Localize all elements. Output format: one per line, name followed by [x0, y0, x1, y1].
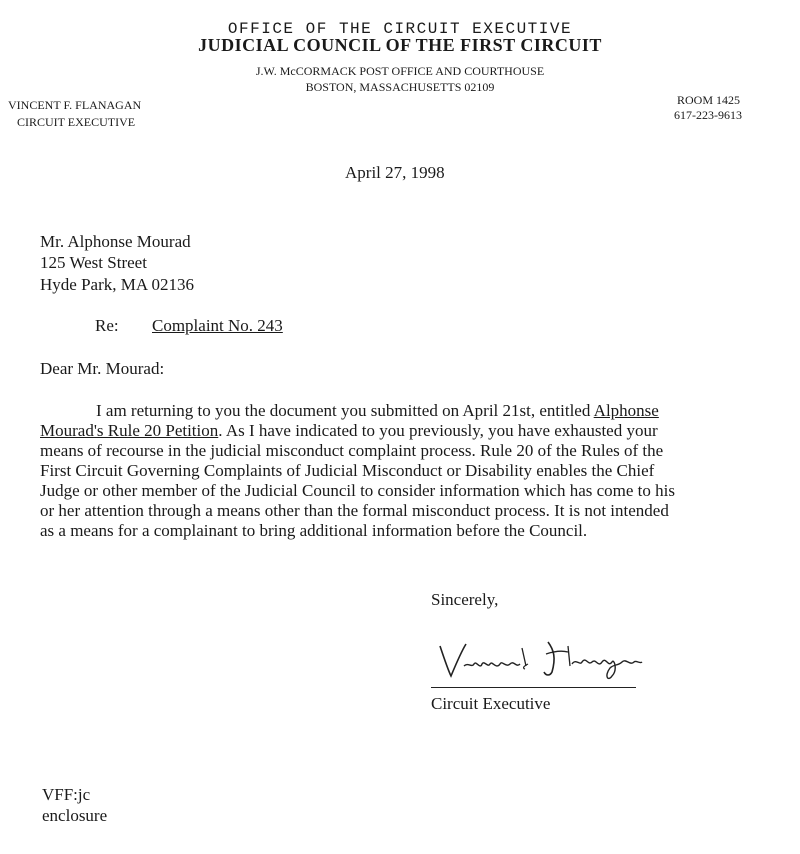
body-line-4: First Circuit Governing Complaints of Judicial Misconduct or Disability enables the Chief [40, 461, 655, 480]
salutation: Dear Mr. Mourad: [40, 359, 165, 378]
body-line-1: I am returning to you the document you submitted on April 21st, entitled Alphonse [96, 401, 659, 420]
letterhead-address-line1: J.W. McCORMACK POST OFFICE AND COURTHOUSE [255, 64, 545, 78]
executive-title: CIRCUIT EXECUTIVE [17, 115, 136, 129]
room-number: ROOM 1425 [677, 93, 741, 107]
body-line-3: means of recourse in the judicial misconduct complaint process. Rule 20 of the Rules of the [40, 441, 664, 460]
recipient-name: Mr. Alphonse Mourad [40, 232, 191, 251]
phone-number: 617-223-9613 [674, 108, 742, 122]
enclosure-note: enclosure [42, 806, 108, 825]
complaint-reference: Complaint No. 243 [152, 316, 283, 335]
recipient-street: 125 West Street [40, 253, 147, 272]
reference-initials: VFF:jc [42, 785, 91, 804]
body-line-2: Mourad's Rule 20 Petition. As I have indicated to you previously, you have exhausted your [40, 421, 658, 440]
executive-name: VINCENT F. FLANAGAN [8, 98, 142, 112]
letterhead-address-line2: BOSTON, MASSACHUSETTS 02109 [305, 80, 495, 94]
petition-title-part1: Alphonse [593, 401, 659, 420]
handwritten-signature [436, 636, 646, 691]
body-line-7: as a means for a complainant to bring additional information before the Council. [40, 521, 588, 540]
closing: Sincerely, [431, 590, 499, 609]
signer-title: Circuit Executive [431, 694, 551, 713]
letterhead-office: OFFICE OF THE CIRCUIT EXECUTIVE [227, 20, 573, 38]
body-line-6: or her attention through a means other than the formal misconduct process. It is not intended [40, 501, 669, 520]
recipient-city: Hyde Park, MA 02136 [40, 275, 194, 294]
petition-title-part2: Mourad's Rule 20 Petition [40, 421, 219, 440]
body-line-5: Judge or other member of the Judicial Council to consider information which has come to his [40, 481, 675, 500]
re-label: Re: [95, 316, 119, 335]
letter-date: April 27, 1998 [345, 163, 445, 182]
letterhead-council: JUDICIAL COUNCIL OF THE FIRST CIRCUIT [198, 35, 602, 55]
signature-line [431, 687, 636, 688]
